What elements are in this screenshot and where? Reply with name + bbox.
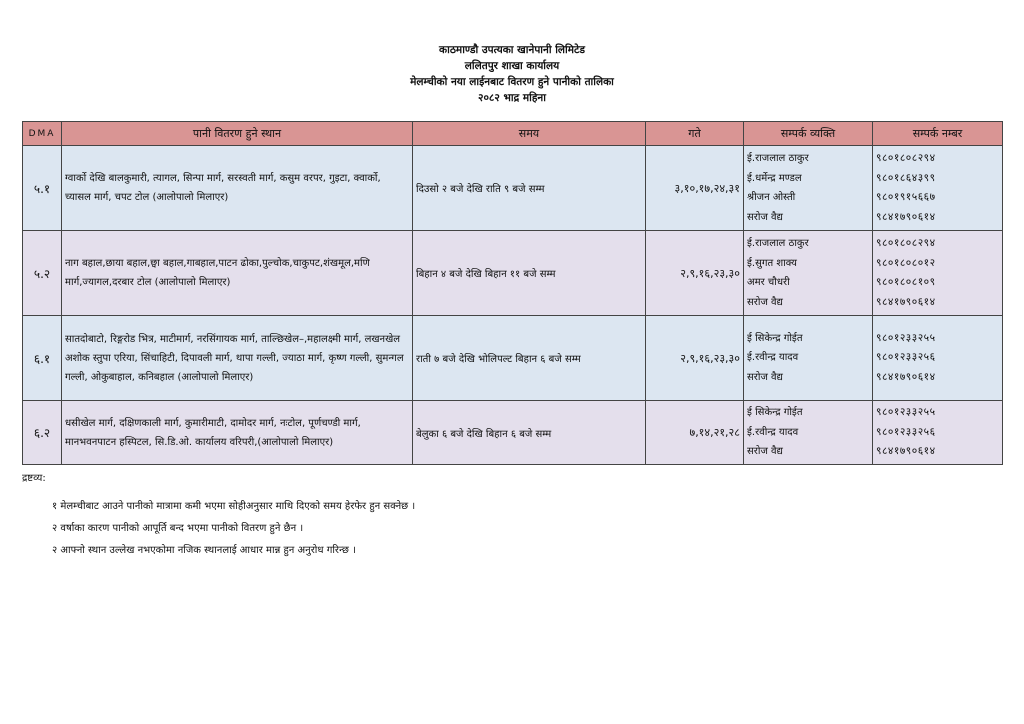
contact-person: श्रीजन ओस्ती	[747, 192, 796, 203]
location-cell: ग्वार्को देखि बालकुमारी, त्यागल, सिन्पा मार्ग, सरस्वती मार्ग, कसुम वरपर, गुइटा, क्वार्को, च्यासल मार्ग, चपट टोल (आलोपालो मिलाएर)	[62, 146, 413, 231]
dma-cell: ६.२	[23, 401, 62, 465]
table-row	[23, 401, 1003, 465]
contact-number: ९८०१८०८२९४	[876, 152, 936, 164]
location-cell: धसीखेल मार्ग, दक्षिणकाली मार्ग, कुमारीमाटी, दामोदर मार्ग, नःटोल, पूर्णचण्डी मार्ग, मानभवनपाटन हस्पिटल, सि.डि.ओ. कार्यालय वरिपरी,(आलोपालो मिलाएर)	[62, 401, 413, 465]
contact-number: ९८०१२३३२५६	[876, 425, 936, 438]
contact-persons-cell	[744, 316, 873, 401]
note-item: १ मेलम्चीबाट आउने पानीको मात्रामा कमी भएमा सोहीअनुसार माथि दिएको समय हेरफेर हुन सक्नेछ ।	[52, 501, 416, 512]
contact-number: ९८०१२३३२५५	[876, 331, 936, 344]
contact-number: ९८०१२३३२५५	[876, 406, 936, 419]
time-cell: दिउसो २ बजे देखि राति ९ बजे सम्म	[413, 146, 646, 231]
dates-cell: २,९,१६,२३,३०	[646, 316, 744, 401]
time-cell: राती ७ बजे देखि भोलिपल्ट बिहान ६ बजे सम्म	[413, 316, 646, 401]
contact-person: सरोज वैद्य	[747, 371, 783, 383]
branch-name: ललितपुर शाखा कार्यालय	[464, 60, 560, 72]
contact-person: सरोज वैद्य	[747, 211, 783, 223]
contact-person: ई.सुगत शाक्य	[747, 257, 797, 269]
col-header-location: पानी वितरण हुने स्थान	[62, 122, 413, 146]
contact-numbers-cell	[873, 401, 1003, 465]
location-cell: सातदोबाटो, रिङ्गरोड भित्र, माटीमार्ग, नरसिंगायक मार्ग, ताल्छिखेल–,महालक्ष्मी मार्ग, लखनखेल अशोक स्तुपा एरिया, सिंचाहिटी, दिपावली मार्ग, थापा गल्ली, ज्याठा मार्ग, कृष्ण गल्ली, सुमन्गल गल्ली, ओकुबाहाल, कनिबहाल (आलोपालो मिलाएर)	[62, 316, 413, 401]
contact-person: ई सिकेन्द्र गोईत	[747, 332, 803, 344]
contact-person: अमर चौधरी	[747, 277, 790, 288]
table-row	[23, 316, 1003, 401]
notes-section	[22, 470, 1002, 562]
note-item: २ वर्षाका कारण पानीको आपूर्ति बन्द भएमा पानीको वितरण हुने छैन ।	[52, 523, 304, 534]
col-header-time: समय	[413, 122, 646, 146]
dma-cell: ६.१	[23, 316, 62, 401]
dma-cell: ५.१	[23, 146, 62, 231]
contact-number: ९८०१८०८०१२	[876, 256, 936, 269]
table-row	[23, 146, 1003, 231]
schedule-period: २०८२ भाद्र महिना	[478, 92, 546, 104]
contact-person: ई.धर्मेन्द्र मण्डल	[747, 172, 802, 184]
time-cell: बिहान ४ बजे देखि बिहान ११ बजे सम्म	[413, 231, 646, 316]
contact-person: ई.रवीन्द्र यादव	[747, 426, 799, 438]
contact-number: ९८०१८६४३९९	[876, 171, 936, 184]
schedule-subject: मेलम्चीको नया लाईनबाट वितरण हुने पानीको तालिका	[410, 76, 614, 88]
dates-cell: ३,१०,१७,२४,३१	[646, 146, 744, 231]
org-name: काठमाण्डौ उपत्यका खानेपानी लिमिटेड	[439, 44, 585, 56]
document-header	[0, 42, 1024, 106]
col-header-contact-number: सम्पर्क नम्बर	[873, 122, 1003, 146]
time-cell: बेलुका ६ बजे देखि बिहान ६ बजे सम्म	[413, 401, 646, 465]
contact-numbers-cell	[873, 146, 1003, 231]
distribution-schedule-table	[22, 121, 1003, 465]
notes-title: द्रष्टव्य:	[22, 473, 46, 484]
contact-number: ९८४१७९०६१४	[876, 210, 936, 223]
table-header-row	[23, 122, 1003, 146]
note-item: २ आफ्नो स्थान उल्लेख नभएकोमा नजिक स्थानलाई आधार मान्न हुन अनुरोध गरिन्छ ।	[52, 545, 356, 556]
contact-person: ई सिकेन्द्र गोईत	[747, 407, 803, 419]
contact-number: ९८४१७९०६१४	[876, 370, 936, 383]
contact-numbers-cell	[873, 316, 1003, 401]
contact-person: सरोज वैद्य	[747, 296, 783, 308]
location-cell: नाग बहाल,छाया बहाल,छ्वा बहाल,गाबहाल,पाटन ढोका,पुल्चोक,चाकुपट,शंखमूल,मणि मार्ग,ज्यागल,दरबार टोल (आलोपालो मिलाएर)	[62, 231, 413, 316]
table-row	[23, 231, 1003, 316]
col-header-contact-person: सम्पर्क व्यक्ति	[744, 122, 873, 146]
contact-numbers-cell	[873, 231, 1003, 316]
col-header-dates: गते	[646, 122, 744, 146]
contact-person: सरोज वैद्य	[747, 446, 783, 458]
contact-person: ई.राजलाल ठाकुर	[747, 153, 809, 164]
contact-person: ई.राजलाल ठाकुर	[747, 238, 809, 249]
contact-number: ९८०१८०८२९४	[876, 237, 936, 249]
contact-persons-cell	[744, 401, 873, 465]
contact-number: ९८४१७९०६१४	[876, 295, 936, 308]
contact-number: ९८०१८०८१०९	[876, 276, 936, 288]
dates-cell: ७,१४,२१,२८	[646, 401, 744, 465]
col-header-dma: DMA	[23, 122, 62, 146]
contact-person: ई.रवीन्द्र यादव	[747, 352, 799, 364]
contact-number: ९८०१९१५६६७	[876, 191, 936, 203]
contact-persons-cell	[744, 231, 873, 316]
contact-persons-cell	[744, 146, 873, 231]
contact-number: ९८४१७९०६१४	[876, 445, 936, 458]
dates-cell: २,९,१६,२३,३०	[646, 231, 744, 316]
contact-number: ९८०१२३३२५६	[876, 351, 936, 364]
dma-cell: ५.२	[23, 231, 62, 316]
